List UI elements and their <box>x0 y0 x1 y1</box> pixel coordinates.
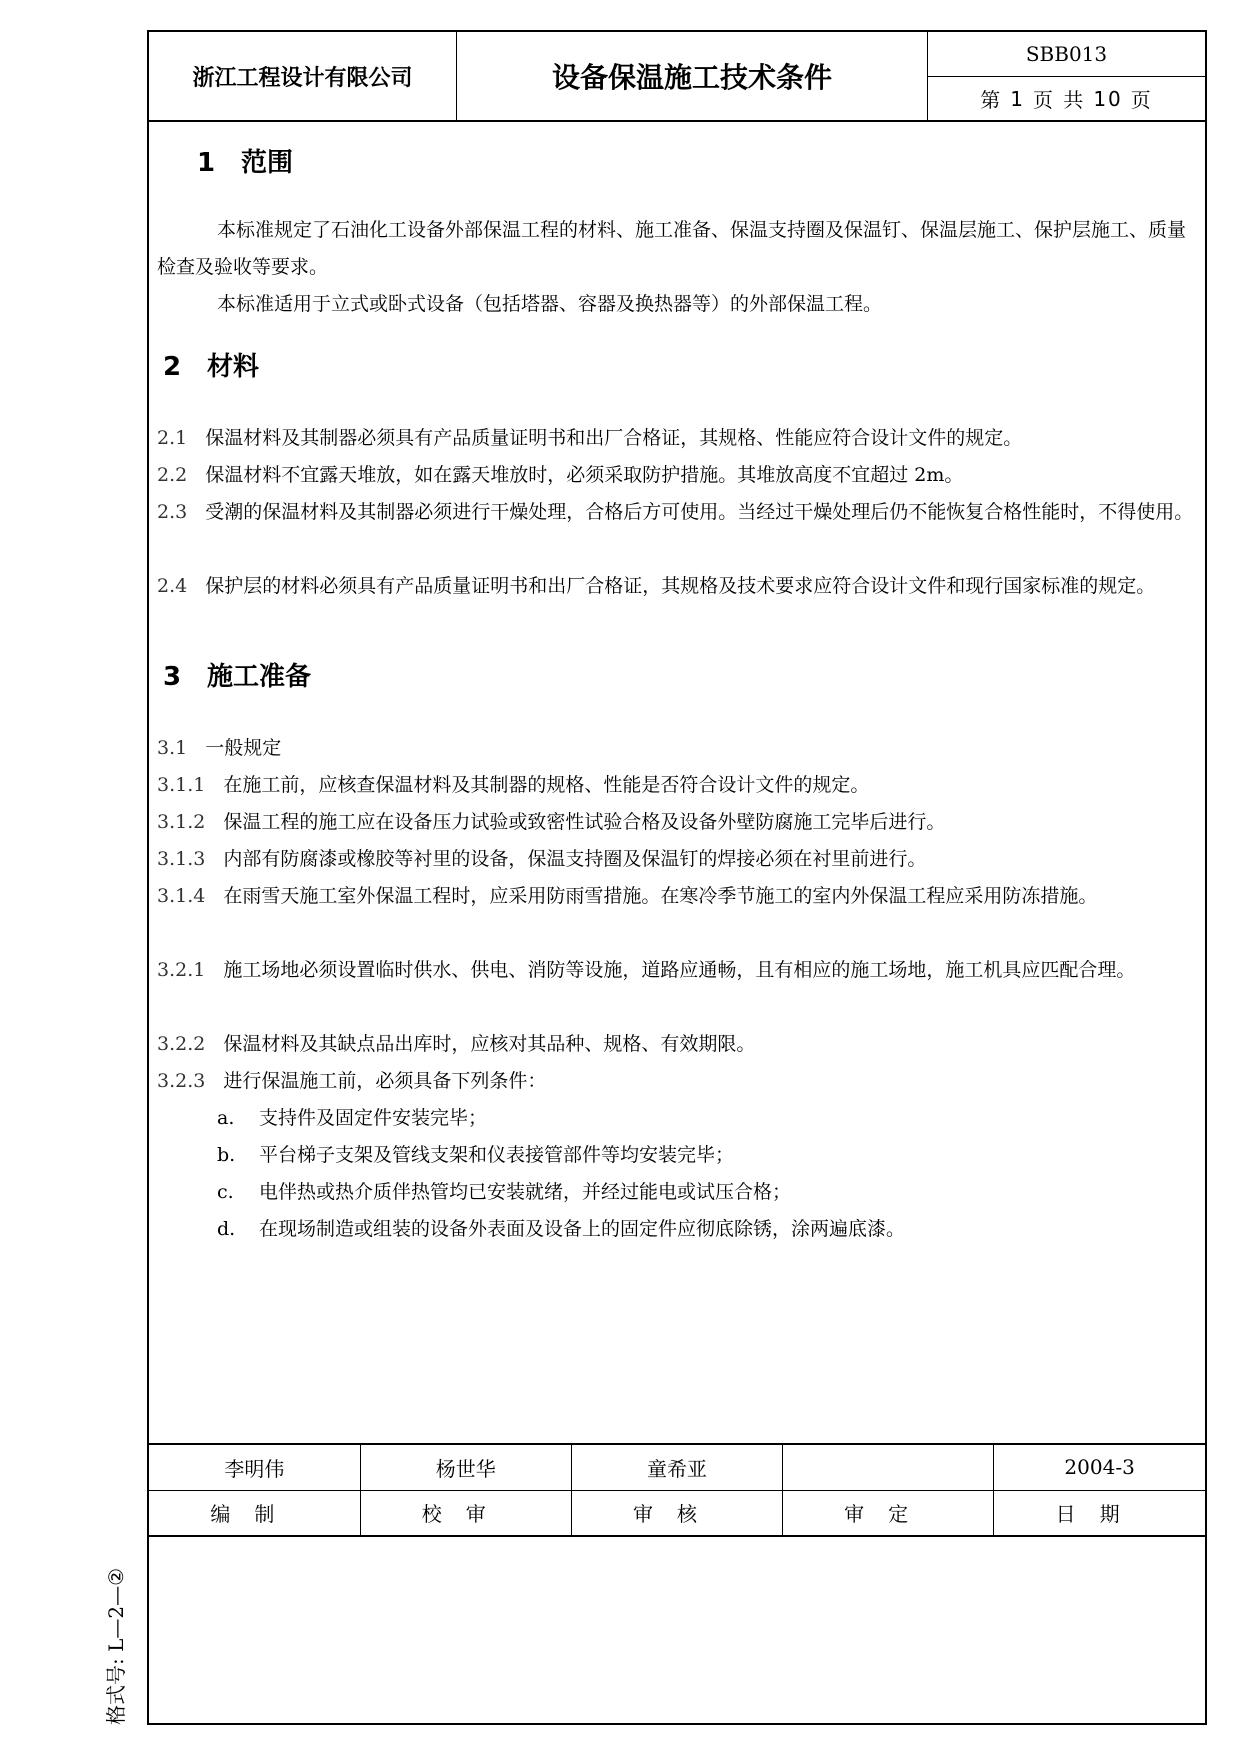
page-suffix: 页 <box>1130 88 1153 112</box>
section-1-paragraph-1: 本标准规定了石油化工设备外部保温工程的材料、施工准备、保温支持圈及保温钉、保温层施工、保护层施工、质量检查及验收等要求。 <box>157 219 1187 278</box>
signature-name: 童希亚 <box>571 1445 782 1490</box>
condition-d: d. 在现场制造或组装的设备外表面及设备上的固定件应彻底除锈，涂两遍底漆。 <box>217 1218 906 1240</box>
item-2-2: 2.2 保温材料不宜露天堆放，如在露天堆放时，必须采取防护措施。其堆放高度不宜超过 2m。 <box>157 464 964 486</box>
role-label: 校审 <box>360 1490 571 1535</box>
item-2-3: 2.3 受潮的保温材料及其制器必须进行干燥处理，合格后方可使用。当经过干燥处理后仍不能恢复合格性能时，不得使用。 <box>157 501 1194 523</box>
item-3-2-1: 3.2.1 施工场地必须设置临时供水、供电、消防等设施，道路应通畅，且有相应的施工场地，施工机具应匹配合理。 <box>157 959 1136 981</box>
item-2-1: 2.1 保温材料及其制器必须具有产品质量证明书和出厂合格证，其规格、性能应符合设计文件的规定。 <box>157 427 1023 449</box>
item-3-2-2: 3.2.2 保温材料及其缺点品出库时，应核对其品种、规格、有效期限。 <box>157 1033 756 1055</box>
role-label: 审定 <box>783 1490 994 1535</box>
section-3-heading: 3 施工准备 <box>163 662 312 692</box>
condition-a: a. 支持件及固定件安装完毕； <box>217 1107 488 1129</box>
section-1-paragraph-2: 本标准适用于立式或卧式设备（包括塔器、容器及换热器等）的外部保温工程。 <box>217 293 883 315</box>
signature-name <box>783 1445 994 1490</box>
item-3-1-3: 3.1.3 内部有防腐漆或橡胶等衬里的设备，保温支持圈及保温钉的焊接必须在衬里前进行。 <box>157 848 927 870</box>
item-3-1-4: 3.1.4 在雨雪天施工室外保温工程时，应采用防雨雪措施。在寒冷季节施工的室内外保温工程应采用防冻措施。 <box>157 885 1098 907</box>
item-3-1-2: 3.1.2 保温工程的施工应在设备压力试验或致密性试验合格及设备外壁防腐施工完毕后进行。 <box>157 811 946 833</box>
page-number: 1 <box>1010 86 1025 111</box>
signature-name: 杨世华 <box>360 1445 571 1490</box>
condition-b: b. 平台梯子支架及管线支架和仪表接管部件等均安装完毕； <box>217 1144 735 1166</box>
role-label: 编制 <box>149 1490 360 1535</box>
role-label: 日期 <box>994 1490 1205 1535</box>
item-3-1: 3.1 一般规定 <box>157 737 282 759</box>
item-3-2-3: 3.2.3 进行保温施工前，必须具备下列条件： <box>157 1070 547 1092</box>
document-title: 设备保温施工技术条件 <box>457 32 928 120</box>
company-name: 浙江工程设计有限公司 <box>149 32 457 120</box>
signature-roles-row <box>149 1490 1205 1535</box>
document-code: SBB013 <box>928 32 1205 77</box>
document-frame <box>147 30 1207 1725</box>
condition-c: c. 电伴热或热介质伴热管均已安装就绪，并经过能电或试压合格； <box>217 1181 792 1203</box>
page-mid: 页 共 <box>1032 88 1086 112</box>
item-3-1-1: 3.1.1 在施工前，应核查保温材料及其制器的规格、性能是否符合设计文件的规定。 <box>157 774 870 796</box>
page-indicator <box>928 77 1205 120</box>
section-2-heading: 2 材料 <box>163 352 260 382</box>
page-prefix: 第 <box>980 88 1003 112</box>
signature-table <box>149 1443 1205 1537</box>
signature-name: 李明伟 <box>149 1445 360 1490</box>
section-1-heading: 1 范围 <box>197 148 294 178</box>
signature-names-row <box>149 1445 1205 1490</box>
document-header <box>149 32 1205 122</box>
page-total: 10 <box>1093 86 1123 111</box>
role-label: 审核 <box>571 1490 782 1535</box>
item-2-4: 2.4 保护层的材料必须具有产品质量证明书和出厂合格证，其规格及技术要求应符合设计文件和现行国家标准的规定。 <box>157 575 1156 597</box>
form-number-label: 格式号: L—2—② <box>104 1567 128 1725</box>
signature-date: 2004-3 <box>994 1445 1205 1490</box>
